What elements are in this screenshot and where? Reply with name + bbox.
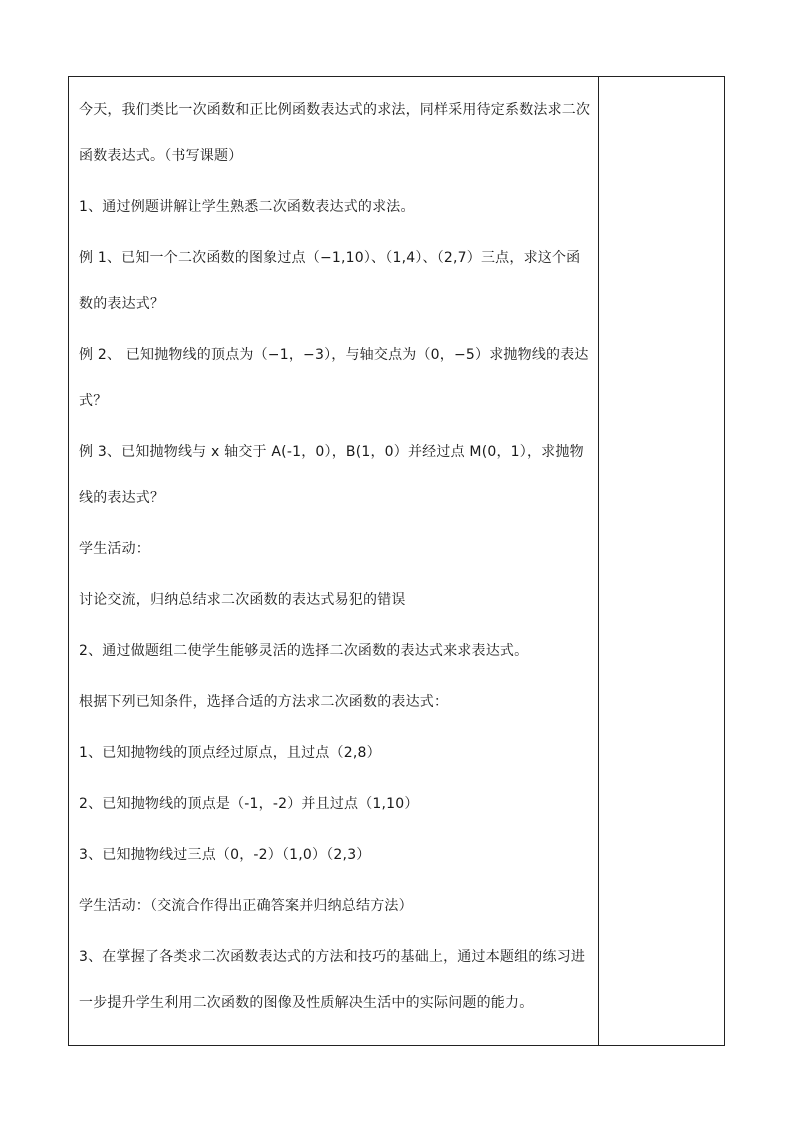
- exercise-3: 3、已知抛物线过三点（0，-2）（1,0）（2,3）: [79, 847, 371, 863]
- intro-paragraph: 今天，我们类比一次函数和正比例函数表达式的求法，同样采用待定系数法求二次函数表达式。（书写课题）: [79, 102, 591, 164]
- example-2: 例 2、 已知抛物线的顶点为（−1，−3），与轴交点为（0，−5）求抛物线的表达式？: [79, 347, 589, 409]
- step-3-paragraph: 3、在掌握了各类求二次函数表达式的方法和技巧的基础上，通过本题组的练习进一步提升学生利用二次函数的图像及性质解决生活中的实际问题的能力。: [79, 949, 586, 1011]
- lesson-content-cell: [69, 77, 598, 1045]
- exercise-2: 2、已知抛物线的顶点是（-1，-2）并且过点（1,10）: [79, 796, 419, 812]
- student-activity-2: 学生活动：（交流合作得出正确答案并归纳总结方法）: [79, 898, 413, 914]
- discussion-text: 讨论交流，归纳总结求二次函数的表达式易犯的错误: [79, 592, 406, 608]
- student-activity-label: 学生活动：: [79, 541, 150, 557]
- exercise-instruction: 根据下列已知条件，选择合适的方法求二次函数的表达式：: [79, 694, 449, 710]
- example-3: 例 3、已知抛物线与 x 轴交于 A(-1，0），B(1，0）并经过点 M(0，1），求抛物线的表达式？: [79, 444, 584, 506]
- step-1-heading: 1、通过例题讲解让学生熟悉二次函数表达式的求法。: [79, 199, 415, 215]
- notes-cell: [599, 77, 724, 1045]
- example-1: 例 1、已知一个二次函数的图象过点（−1,10）、（1,4）、（2,7）三点，求这个函数的表达式？: [79, 250, 581, 312]
- exercise-1: 1、已知抛物线的顶点经过原点，且过点（2,8）: [79, 745, 381, 761]
- lesson-table: [68, 76, 725, 1046]
- step-2-heading: 2、通过做题组二使学生能够灵活的选择二次函数的表达式来求表达式。: [79, 643, 529, 659]
